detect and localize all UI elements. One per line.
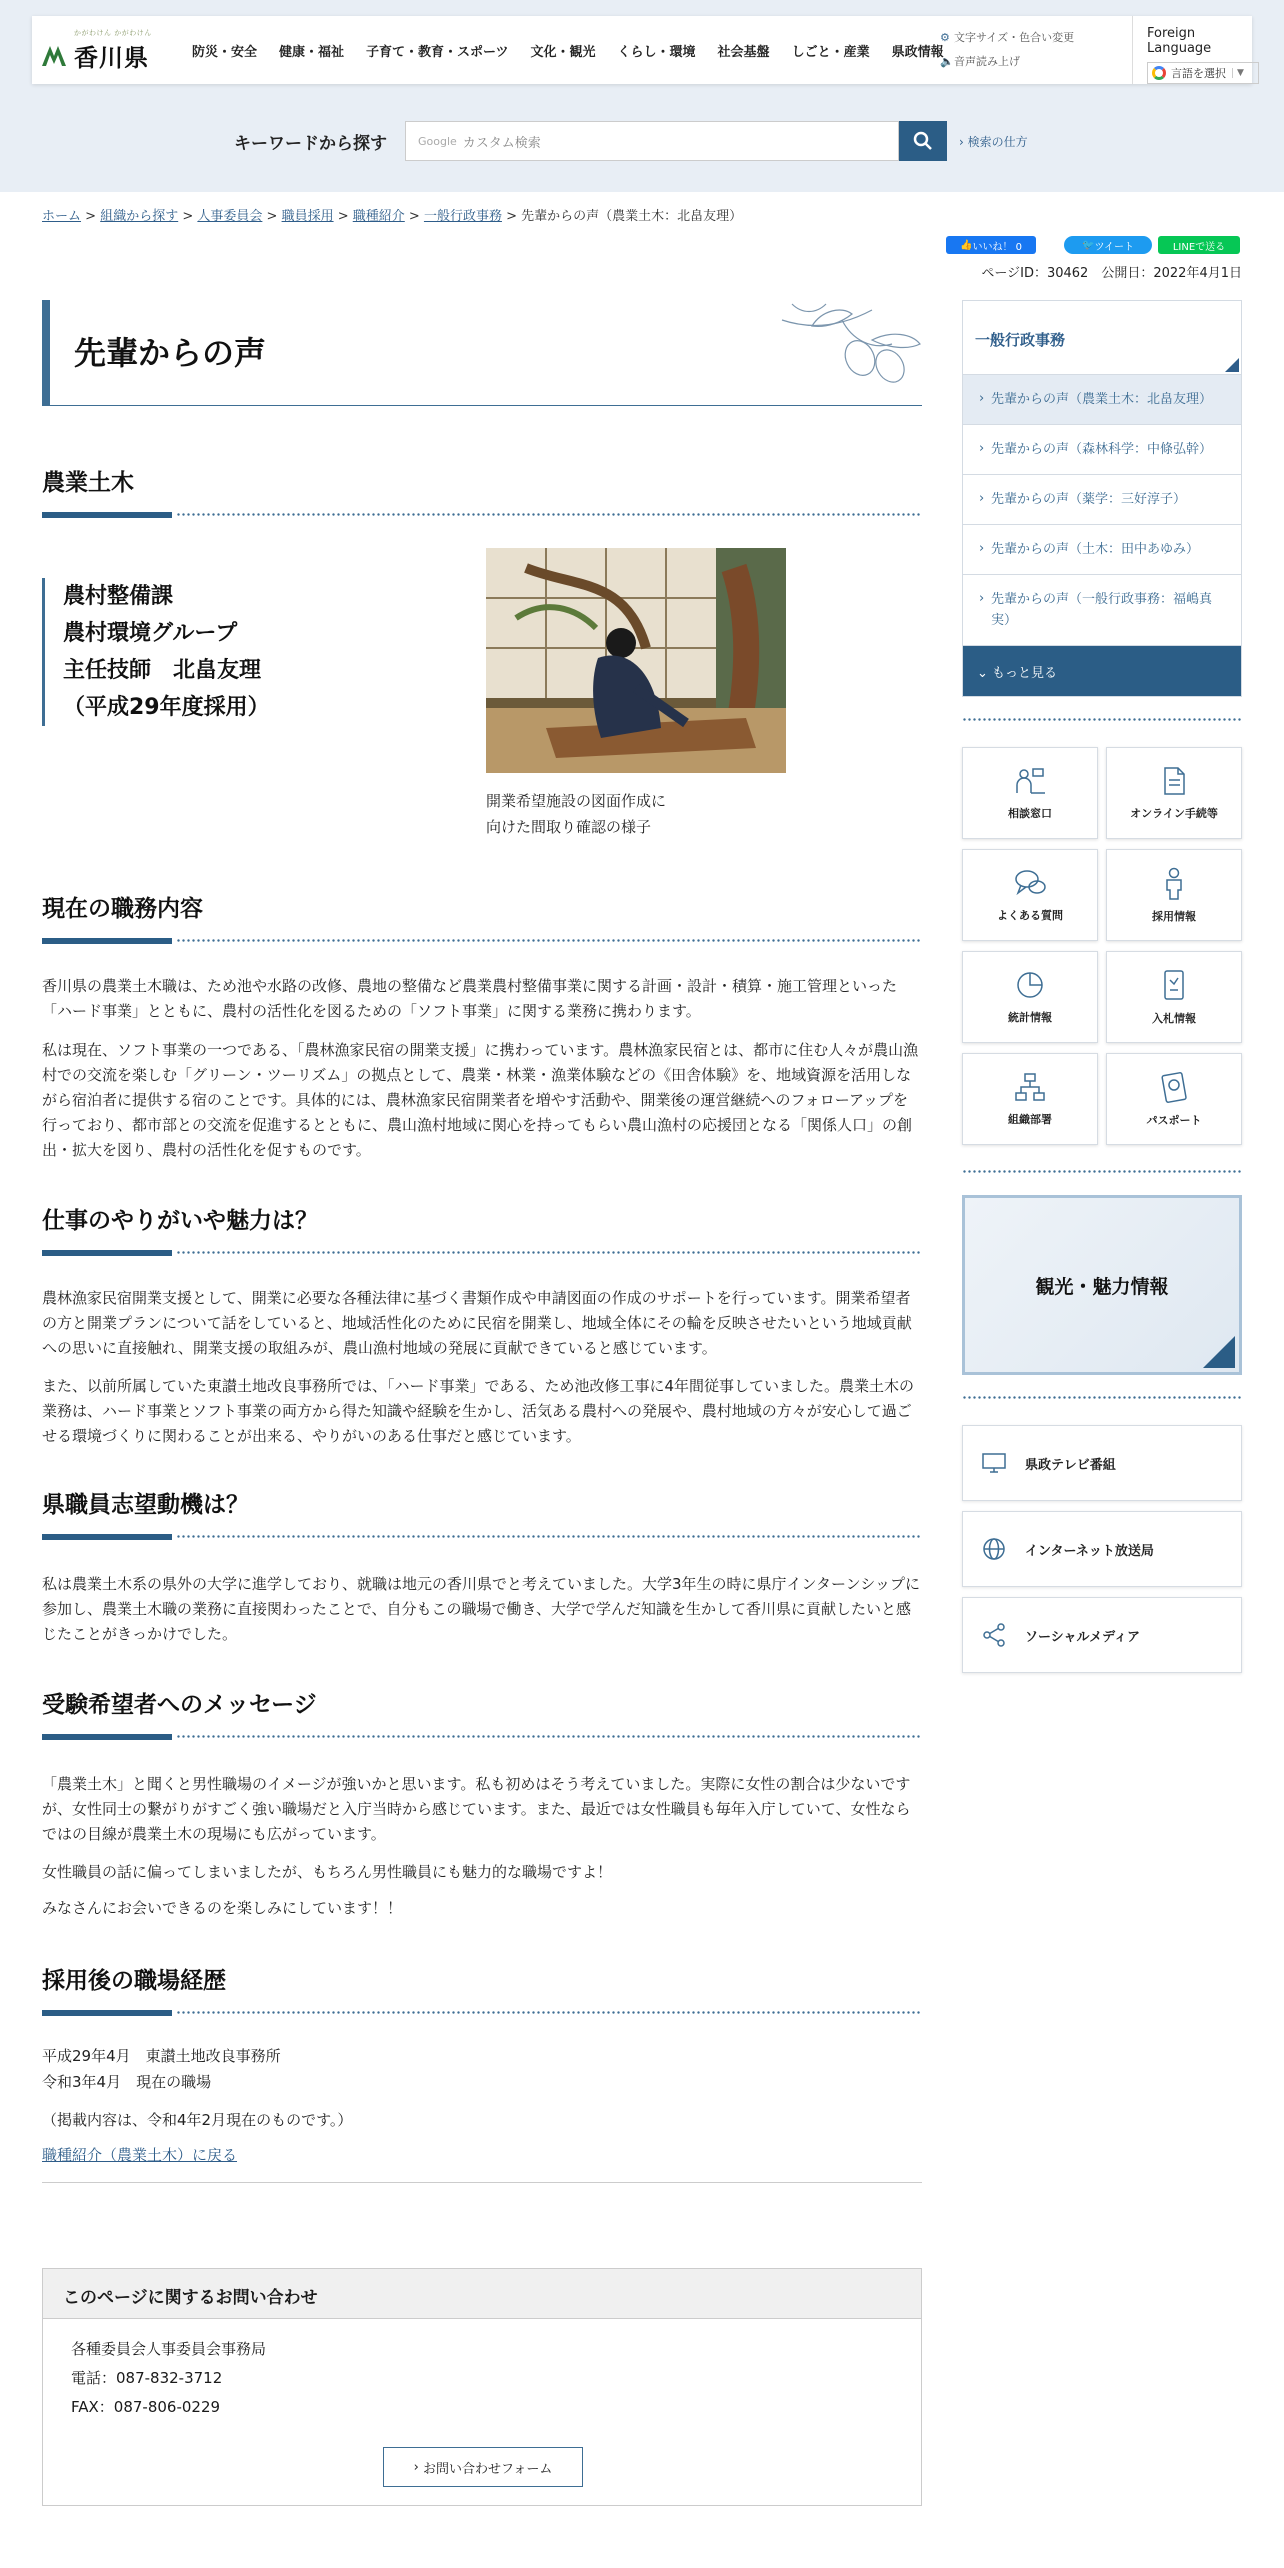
speaker-icon: 🔈 bbox=[940, 55, 954, 68]
rewarding-paragraph: 農林漁家民宿開業支援として、開業に必要な各種法律に基づく書類作成や申請図面の作成のサポートを行っています。開業希望者の方と開業プランについて話をしていると、地域活性化のために民宿を開業し、地域全体にその輪を反映させたいという地域貢献への思いに直接触れ、開業支援の取組みが、農山漁村地域の発展に貢献できていると感じています。 bbox=[42, 1289, 912, 1357]
breadcrumb-sep: > bbox=[178, 209, 198, 224]
dotted-divider bbox=[962, 1395, 1242, 1401]
quick-link-label: オンライン手続等 bbox=[1130, 807, 1218, 820]
facebook-like-button[interactable] bbox=[946, 236, 1036, 254]
breadcrumb-link[interactable]: 職種紹介 bbox=[352, 209, 405, 224]
motivation-paragraph: 私は農業土木系の県外の大学に進学しており、就職は地元の香川県でと考えていました。大学3年生の時に県庁インターンシップに参加し、農業土木職の業務に直接関わったことで、自分もこの職場で働き、大学で学んだ知識を生かして香川県に貢献したいと感じたことがきっかけでした。 bbox=[42, 1575, 920, 1643]
heading-rule bbox=[42, 512, 922, 518]
speech-bubble-icon bbox=[1013, 867, 1047, 899]
photo-caption bbox=[486, 788, 666, 840]
quick-link-label: 組織部署 bbox=[1008, 1113, 1052, 1126]
breadcrumb-link[interactable]: 人事委員会 bbox=[197, 209, 263, 224]
breadcrumb-sep: > bbox=[404, 209, 424, 224]
line-label: LINEで送る bbox=[1172, 241, 1226, 253]
side-nav-title-label: 一般行政事務 bbox=[975, 331, 1066, 349]
pie-chart-icon bbox=[1014, 969, 1046, 1001]
contact-form-button[interactable] bbox=[383, 2447, 583, 2487]
chevron-right-icon: › bbox=[413, 2459, 423, 2475]
prefecture-mark-icon bbox=[40, 42, 68, 68]
side-nav bbox=[962, 300, 1242, 697]
message-paragraph: 「農業土木」と聞くと男性職場のイメージが強いかと思います。私も初めはそう考えていました。実際に女性の割合は少ないですが、女性同士の繋がりがすごく強い職場だと入庁当時から感じています。また、最近では女性職員も毎年入庁していて、女性ならではの目線が農業土木の現場にも広がっています。 bbox=[42, 1775, 911, 1843]
breadcrumb-link[interactable]: ホーム bbox=[42, 209, 82, 224]
dotted-divider bbox=[962, 717, 1242, 723]
dotted-divider bbox=[962, 1169, 1242, 1175]
globe-icon bbox=[981, 1536, 1007, 1562]
page-id: ページID：30462 bbox=[981, 266, 1089, 281]
tweet-button[interactable] bbox=[1064, 236, 1152, 254]
breadcrumb-sep: > bbox=[501, 209, 522, 224]
page-title-box bbox=[42, 300, 922, 406]
quick-link-faq[interactable] bbox=[962, 849, 1098, 941]
corner-triangle-icon bbox=[1203, 1336, 1235, 1368]
page-title: 先輩からの声 bbox=[74, 334, 267, 372]
contact-box bbox=[42, 2268, 922, 2506]
link-label: インターネット放送局 bbox=[1025, 1543, 1154, 1559]
social-media-link[interactable] bbox=[962, 1597, 1242, 1673]
gnav-item[interactable]: 県政情報 bbox=[891, 44, 944, 60]
quick-link-label: よくある質問 bbox=[997, 909, 1063, 922]
staff-photo bbox=[486, 548, 786, 773]
olive-decoration-icon bbox=[772, 300, 922, 396]
google-icon bbox=[1152, 66, 1166, 80]
staff-profile bbox=[42, 578, 270, 726]
quick-link-label: 採用情報 bbox=[1152, 910, 1196, 923]
contact-org: 各種委員会人事委員会事務局 bbox=[71, 2340, 267, 2358]
show-more-label: もっと見る bbox=[992, 666, 1058, 681]
gnav-item[interactable]: 文化・観光 bbox=[530, 44, 596, 60]
quick-link-bidding[interactable] bbox=[1106, 951, 1242, 1043]
link-label: ソーシャルメディア bbox=[1025, 1629, 1141, 1645]
profile-name: 主任技師 北畠友理 bbox=[63, 658, 262, 683]
search-label: キーワードから探す bbox=[234, 133, 387, 154]
duties-paragraph: 私は現在、ソフト事業の一つである、「農林漁家民宿の開業支援」に携わっています。農林漁家民宿とは、都市に住む人々が農山漁村での交流を楽しむ「グリーン・ツーリズム」の拠点として、農業・林業・漁業体験などの《田舎体験》を、地域資源を活用しながら宿泊者に提供する宿のことです。具体的には、農林漁家民宿開業者を増やす活動や、開業後の運営継続へのフォローアップを行っており、都市部との交流を促進するとともに、農山漁村地域に関心を持ってもらい農山漁村の応援団となる「関係人口」の創出・拡大を図り、農村の活性化を促すものです。 bbox=[42, 1041, 919, 1159]
internet-broadcast-link[interactable] bbox=[962, 1511, 1242, 1587]
caption-line: 開業希望施設の図面作成に bbox=[486, 792, 667, 810]
quick-link-label: 入札情報 bbox=[1152, 1012, 1196, 1025]
quick-link-label: 相談窓口 bbox=[1008, 807, 1052, 820]
quick-link-statistics[interactable] bbox=[962, 951, 1098, 1043]
heading-rule bbox=[42, 1734, 922, 1740]
career-heading: 採用後の職場経歴 bbox=[42, 1968, 226, 1994]
message-paragraph: 女性職員の話に偏ってしまいましたが、もちろん男性職員にも魅力的な職場ですよ！ bbox=[42, 1863, 613, 1881]
quick-link-organization[interactable] bbox=[962, 1053, 1098, 1145]
org-chart-icon bbox=[1013, 1071, 1047, 1103]
gear-icon: ⚙ bbox=[940, 31, 950, 44]
document-icon bbox=[1158, 765, 1190, 797]
gnav-item[interactable]: 健康・福祉 bbox=[279, 44, 345, 60]
search-input[interactable] bbox=[405, 121, 899, 161]
section-heading: 農業土木 bbox=[42, 470, 134, 496]
quick-link-label: 統計情報 bbox=[1008, 1011, 1052, 1024]
quick-links bbox=[962, 747, 1242, 1145]
side-nav-item[interactable]: › 先輩からの声（森林科学：中條弘幹） bbox=[963, 425, 1241, 475]
note-text: （掲載内容は、令和4年2月現在のものです。） bbox=[42, 2111, 353, 2129]
tweet-label: ツイート bbox=[1094, 241, 1134, 253]
contact-form-label: お問い合わせフォーム bbox=[422, 2461, 553, 2477]
published-date: 公開日：2022年4月1日 bbox=[1101, 266, 1242, 281]
font-color-link[interactable] bbox=[940, 26, 1130, 50]
quick-link-passport[interactable] bbox=[1106, 1053, 1242, 1145]
quick-link-consult[interactable] bbox=[962, 747, 1098, 839]
site-header bbox=[32, 16, 1252, 84]
search-button[interactable] bbox=[899, 121, 947, 161]
gnav-item[interactable]: 子育て・教育・スポーツ bbox=[366, 44, 509, 60]
breadcrumb-link[interactable]: 組織から探す bbox=[100, 209, 179, 224]
gnav-item[interactable]: くらし・環境 bbox=[617, 44, 696, 60]
line-share-button[interactable] bbox=[1158, 236, 1240, 254]
caption-line: 向けた間取り確認の様子 bbox=[486, 818, 652, 836]
person-icon bbox=[1159, 866, 1189, 900]
link-label: 県政テレビ番組 bbox=[1025, 1457, 1116, 1473]
sidebar bbox=[962, 300, 1242, 1683]
like-label: いいね！ 0 bbox=[972, 241, 1022, 253]
show-more-button[interactable] bbox=[963, 646, 1241, 696]
thumbs-up-icon: 👍 bbox=[960, 239, 973, 251]
quick-link-recruit[interactable] bbox=[1106, 849, 1242, 941]
duties-heading: 現在の職務内容 bbox=[42, 896, 203, 922]
breadcrumb-sep: > bbox=[81, 209, 101, 224]
read-aloud-label: 音声読み上げ bbox=[954, 55, 1020, 68]
side-nav-item[interactable]: › 先輩からの声（土木：田中あゆみ） bbox=[963, 525, 1241, 575]
back-link[interactable]: 職種紹介（農業土木）に戻る bbox=[42, 2146, 238, 2164]
heading-rule bbox=[42, 1250, 922, 1256]
foreign-language-label: Foreign Language bbox=[1147, 26, 1212, 56]
profile-group: 農村環境グループ bbox=[63, 621, 238, 646]
tv-program-link[interactable] bbox=[962, 1425, 1242, 1501]
career-entry: 平成29年4月 東讃土地改良事務所 bbox=[42, 2047, 281, 2065]
divider bbox=[42, 2182, 922, 2183]
side-nav-item[interactable]: › 先輩からの声（一般行政事務：福嶋真実） bbox=[963, 575, 1241, 646]
search-help-label: 検索の仕方 bbox=[967, 134, 1028, 149]
site-logo[interactable] bbox=[40, 28, 180, 72]
read-aloud-link[interactable] bbox=[940, 50, 1130, 74]
contact-tel: 電話：087-832-3712 bbox=[71, 2369, 223, 2387]
gnav-item[interactable]: 防災・安全 bbox=[192, 44, 258, 60]
global-nav bbox=[192, 16, 966, 84]
quick-link-label: パスポート bbox=[1146, 1114, 1202, 1127]
side-nav-item[interactable]: › 先輩からの声（薬学：三好淳子） bbox=[963, 475, 1241, 525]
chevron-down-icon: ▼ bbox=[1232, 68, 1244, 78]
corner-triangle-icon bbox=[1225, 358, 1239, 372]
breadcrumb-sep: > bbox=[333, 209, 353, 224]
heading-rule bbox=[42, 1534, 922, 1540]
breadcrumb-link[interactable]: 職員採用 bbox=[281, 209, 334, 224]
career-entry: 令和3年4月 現在の職場 bbox=[42, 2073, 212, 2091]
search-help-link[interactable]: › 検索の仕方 bbox=[959, 134, 1028, 149]
breadcrumb bbox=[42, 205, 742, 224]
bird-icon: 🐦 bbox=[1082, 239, 1095, 251]
font-color-label: 文字サイズ・色合い変更 bbox=[954, 31, 1075, 44]
contact-fax: FAX：087-806-0229 bbox=[71, 2398, 221, 2416]
heading-rule bbox=[42, 938, 922, 944]
search-placeholder: カスタム検索 bbox=[462, 135, 541, 151]
quick-link-online[interactable] bbox=[1106, 747, 1242, 839]
contact-title: このページに関するお問い合わせ bbox=[43, 2269, 921, 2319]
gnav-item[interactable]: 社会基盤 bbox=[717, 44, 770, 60]
rewarding-heading: 仕事のやりがいや魅力は？ bbox=[42, 1208, 318, 1234]
main-content bbox=[42, 300, 922, 2477]
tourism-banner[interactable] bbox=[962, 1195, 1242, 1375]
search-bar bbox=[234, 120, 1028, 162]
motivation-heading: 県職員志望動機は？ bbox=[42, 1492, 249, 1518]
header-utilities bbox=[940, 26, 1130, 74]
photo-illustration bbox=[486, 548, 786, 773]
side-nav-item[interactable]: › 先輩からの声（農業土木：北畠友理） bbox=[963, 375, 1241, 425]
chevron-down-icon: ⌄ bbox=[977, 666, 993, 681]
message-heading: 受験希望者へのメッセージ bbox=[42, 1692, 317, 1718]
rewarding-paragraph: また、以前所属していた東讃土地改良事務所では、「ハード事業」である、ため池改修工事に4年間従事していました。農業土木の業務は、ハード事業とソフト事業の両方から得た知識や経験を生かし、活気ある農村への発展や、農村地域の方々が安心して過ごせる環境づくりに関わることが出来る、やりがいのある仕事だと感じています。 bbox=[42, 1377, 915, 1445]
logo-text: 香川県 bbox=[74, 44, 149, 72]
logo-subtext: かがわけん かがわけん bbox=[74, 29, 152, 37]
share-icon bbox=[981, 1622, 1007, 1648]
breadcrumb-link[interactable]: 一般行政事務 bbox=[423, 209, 502, 224]
breadcrumb-current: 先輩からの声（農業土木：北畠友理） bbox=[521, 209, 743, 224]
message-paragraph: みなさんにお会いできるのを楽しみにしています！！ bbox=[42, 1899, 403, 1917]
language-panel bbox=[1132, 16, 1252, 84]
tablet-icon bbox=[1159, 968, 1189, 1002]
profile-dept: 農村整備課 bbox=[63, 584, 174, 609]
contact-body bbox=[43, 2319, 921, 2438]
search-icon bbox=[913, 131, 933, 151]
people-icon bbox=[1013, 765, 1047, 797]
breadcrumb-sep: > bbox=[262, 209, 282, 224]
gnav-item[interactable]: しごと・産業 bbox=[791, 44, 870, 60]
duties-paragraph: 香川県の農業土木職は、ため池や水路の改修、農地の整備など農業農村整備事業に関する計画・設計・積算・施工管理といった「ハード事業」とともに、農村の活性化を図るための「ソフト事業」に関する業務に携わります。 bbox=[42, 977, 898, 1020]
language-select[interactable] bbox=[1147, 62, 1259, 84]
side-nav-title[interactable] bbox=[963, 301, 1241, 375]
profile-year: （平成29年度採用） bbox=[63, 695, 270, 720]
language-select-label: 言語を選択 bbox=[1171, 67, 1226, 80]
page-meta bbox=[981, 262, 1242, 281]
passport-icon bbox=[1159, 1070, 1189, 1104]
google-label: Google bbox=[418, 134, 457, 148]
tourism-banner-label: 観光・魅力情報 bbox=[1035, 1275, 1169, 1298]
monitor-icon bbox=[981, 1451, 1007, 1475]
heading-rule bbox=[42, 2010, 922, 2016]
